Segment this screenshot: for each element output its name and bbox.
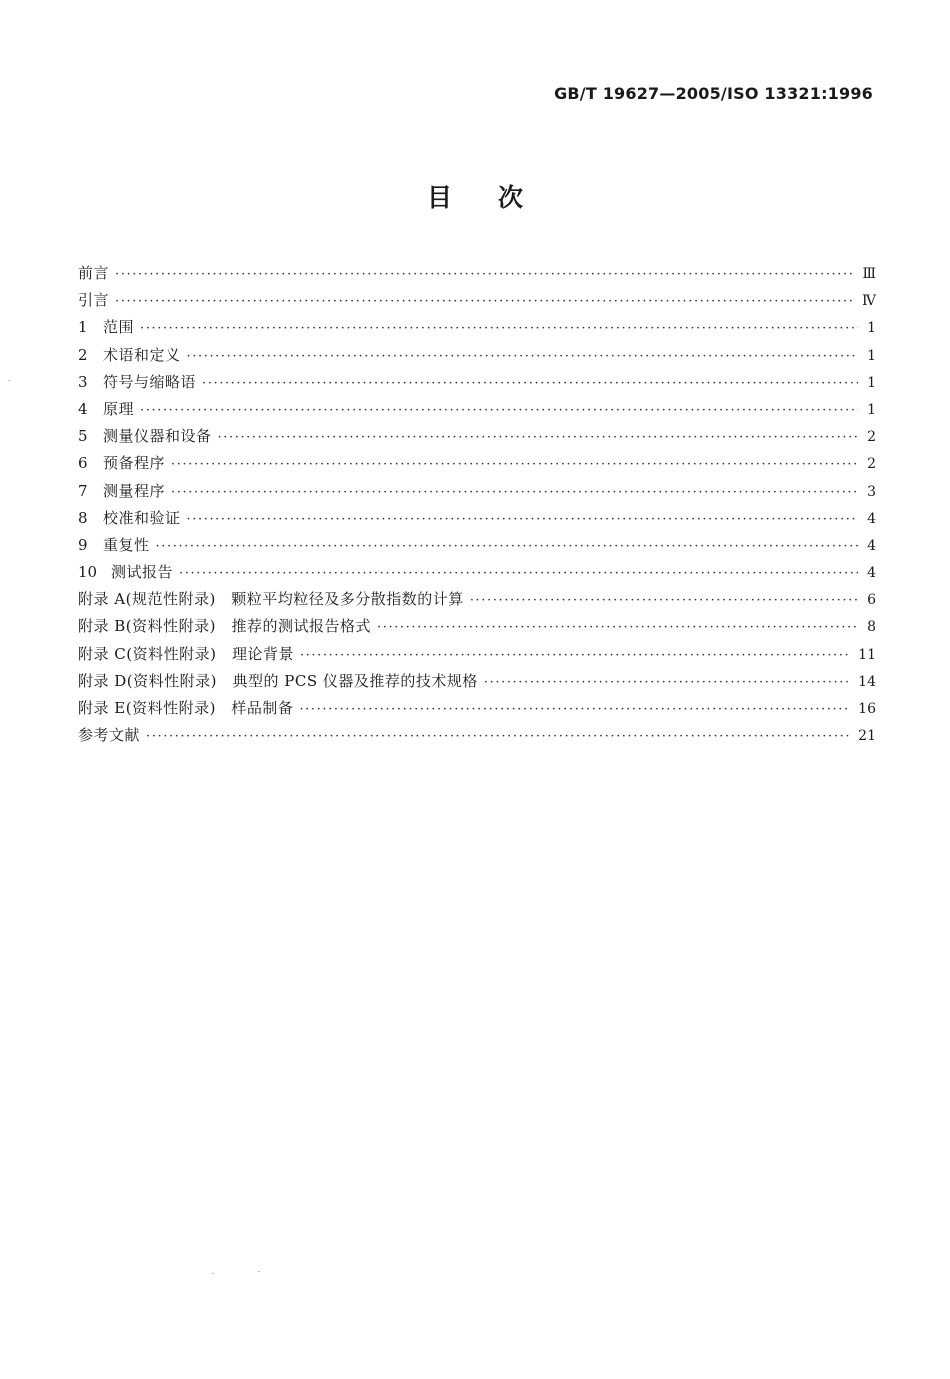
toc-entry-number: 8 <box>78 508 88 527</box>
toc-entry-7[interactable] <box>78 480 876 507</box>
dot-leader <box>146 729 850 744</box>
toc-entry-number: 1 <box>78 318 88 337</box>
standard-code: GB/T 19627—2005/ISO 13321:1996 <box>554 84 873 103</box>
toc-entry-introduction[interactable] <box>78 289 876 316</box>
toc-entry-page: 4 <box>867 537 876 554</box>
toc-entry-1[interactable] <box>78 316 876 343</box>
scan-speck <box>258 1271 260 1272</box>
toc-entry-title: 符号与缩略语 <box>103 372 197 391</box>
toc-entry-number: 3 <box>78 372 88 391</box>
toc-entry-number: 9 <box>78 535 88 554</box>
toc-entry-number: 5 <box>78 427 88 446</box>
toc-entry-page: 1 <box>867 320 876 337</box>
dot-leader <box>156 539 858 554</box>
toc-entry-4[interactable] <box>78 398 876 425</box>
toc-entry-page: 2 <box>867 456 876 473</box>
table-of-contents <box>78 262 876 751</box>
toc-entry-title: 附录 A(规范性附录) 颗粒平均粒径及多分散指数的计算 <box>78 590 464 609</box>
toc-entry-bibliography[interactable] <box>78 724 876 751</box>
toc-entry-2[interactable] <box>78 344 876 371</box>
toc-entry-3[interactable] <box>78 371 876 398</box>
dot-leader <box>179 566 858 581</box>
toc-entry-title: 原理 <box>103 399 135 418</box>
toc-entry-page: Ⅲ <box>862 266 876 282</box>
dot-leader <box>299 702 850 717</box>
toc-entry-number: 10 <box>78 563 98 582</box>
toc-entry-title: 引言 <box>78 291 110 310</box>
toc-entry-title: 重复性 <box>103 535 150 554</box>
dot-leader <box>140 321 858 336</box>
toc-entry-page: 8 <box>867 619 876 636</box>
toc-entry-title: 预备程序 <box>103 454 166 473</box>
toc-entry-title: 附录 B(资料性附录) 推荐的测试报告格式 <box>78 617 371 636</box>
toc-entry-annex-d[interactable] <box>78 670 876 697</box>
dot-leader <box>171 457 858 472</box>
toc-entry-page: 1 <box>867 374 876 391</box>
scan-speck <box>8 380 10 381</box>
toc-entry-title: 测量程序 <box>103 481 166 500</box>
toc-entry-page: 1 <box>867 347 876 364</box>
toc-entry-page: 16 <box>858 701 876 717</box>
page-title: 目次 <box>426 183 569 212</box>
dot-leader <box>115 294 854 309</box>
toc-entry-number: 4 <box>78 399 88 418</box>
dot-leader <box>202 376 858 391</box>
dot-leader <box>187 512 858 527</box>
toc-entry-title: 测量仪器和设备 <box>103 427 212 446</box>
toc-entry-annex-c[interactable] <box>78 643 876 670</box>
toc-entry-title: 附录 C(资料性附录) 理论背景 <box>78 644 294 663</box>
dot-leader <box>484 675 850 690</box>
toc-entry-5[interactable] <box>78 425 876 452</box>
toc-entry-9[interactable] <box>78 534 876 561</box>
toc-entry-title: 术语和定义 <box>103 345 181 364</box>
dot-leader <box>300 648 850 663</box>
dot-leader <box>187 349 858 364</box>
toc-entry-title: 参考文献 <box>78 726 141 745</box>
toc-entry-page: 11 <box>858 646 876 663</box>
toc-entry-title: 范围 <box>103 318 135 337</box>
toc-entry-page: 6 <box>867 592 876 609</box>
toc-entry-page: 1 <box>867 401 876 418</box>
toc-entry-page: 4 <box>867 565 876 582</box>
toc-entry-foreword[interactable] <box>78 262 876 289</box>
toc-entry-page: 2 <box>867 429 876 446</box>
dot-leader <box>115 267 854 282</box>
toc-entry-annex-a[interactable] <box>78 588 876 615</box>
toc-entry-title: 测试报告 <box>111 563 174 582</box>
toc-entry-10[interactable] <box>78 561 876 588</box>
dot-leader <box>171 485 858 500</box>
dot-leader <box>218 430 858 445</box>
toc-entry-number: 6 <box>78 454 88 473</box>
toc-entry-page: 21 <box>858 728 876 745</box>
toc-entry-number: 7 <box>78 481 88 500</box>
toc-entry-page: 14 <box>858 673 876 690</box>
toc-entry-6[interactable] <box>78 452 876 479</box>
toc-entry-page: 3 <box>867 483 876 500</box>
toc-entry-title: 前言 <box>78 264 110 282</box>
toc-entry-annex-e[interactable] <box>78 697 876 724</box>
toc-entry-page: 4 <box>867 510 876 527</box>
dot-leader <box>377 620 858 635</box>
toc-entry-number: 2 <box>78 345 88 364</box>
dot-leader <box>140 403 858 418</box>
toc-entry-page: Ⅳ <box>862 293 876 310</box>
toc-entry-title: 校准和验证 <box>103 508 181 527</box>
toc-entry-title: 附录 E(资料性附录) 样品制备 <box>78 699 294 717</box>
dot-leader <box>470 593 858 608</box>
toc-entry-title: 附录 D(资料性附录) 典型的 PCS 仪器及推荐的技术规格 <box>78 671 478 690</box>
scan-speck <box>212 1273 214 1274</box>
toc-entry-8[interactable] <box>78 507 876 534</box>
toc-entry-annex-b[interactable] <box>78 615 876 642</box>
